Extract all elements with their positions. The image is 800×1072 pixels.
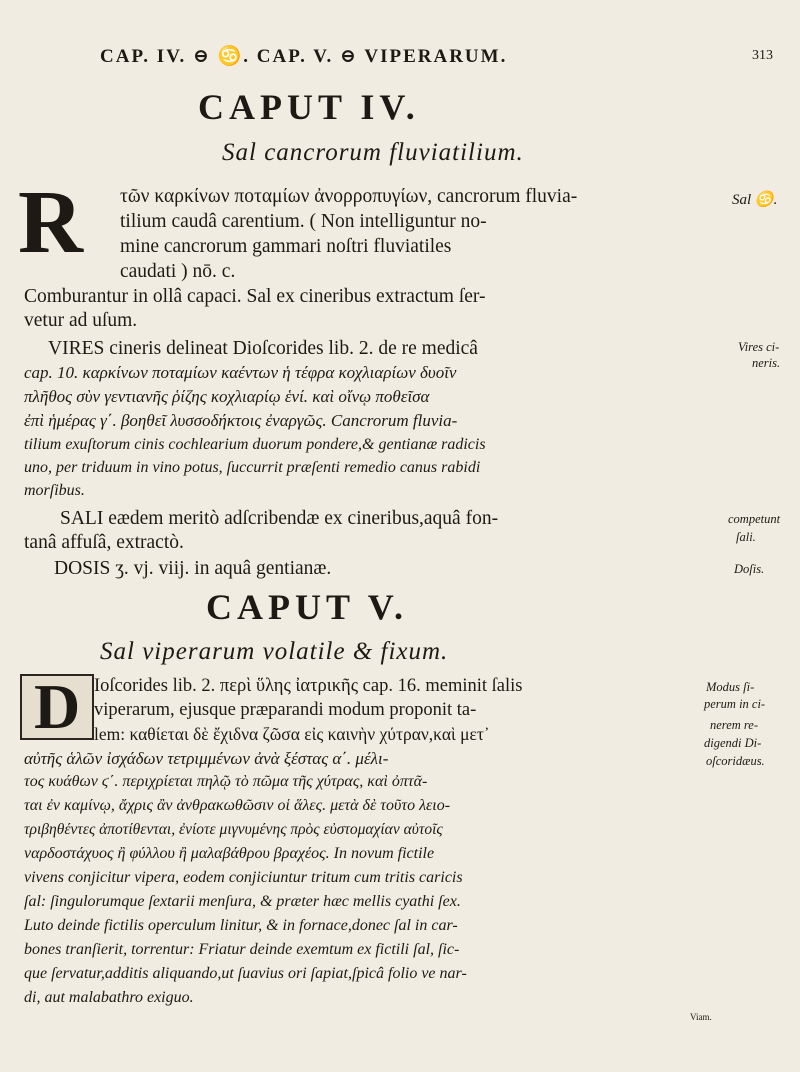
ch4-line-8: cap. 10. καρκίνων ποταμίων καέντων ἡ τέφρα κοχλιαρίων δυοῖν xyxy=(24,363,457,382)
ch4-line-11: tilium exuſtorum cinis cochlearium duorum pondere,& gentianæ radicis xyxy=(24,436,486,453)
chapter-4-subtitle: Sal cancrorum fluviatilium. xyxy=(222,139,524,166)
chapter-5-ornament-box xyxy=(20,671,94,742)
ch4-line-10: ἐπὶ ἡμέρας γ΄. βοηθεῖ λυσσοδήκτοις ἐναργῶς. Cancrorum fluvia- xyxy=(24,411,458,430)
ch5-line-4: αὐτῆς ἁλῶν ἰσχάδων τετριμμένων ἀνὰ ξέστας α΄. μέλι- xyxy=(24,749,389,768)
ch4-line-9: πλῆθος σὺν γεντιανῆς ῥίζης κοχλιαρίῳ ἑνί. καὶ οἴνῳ ποθεῖσα xyxy=(24,387,430,406)
ch4-line-6: vetur ad uſum. xyxy=(24,310,138,331)
margin-note-sal: Sal ♋. xyxy=(732,192,778,208)
ch5-line-1: Ioſcorides lib. 2. περὶ ὕλης ἰατρικῆς cap. 16. meminit ſalis xyxy=(94,676,523,696)
ch5-line-6: ται ἐν καμίνῳ, ἄχρις ἂν ἀνθρακωθῶσιν οἱ ἅλες. μετὰ δὲ τοῦτο λειο- xyxy=(24,797,451,814)
margin-note-neris: neris. xyxy=(752,356,781,370)
margin-note-dosis: Doſis. xyxy=(734,562,765,576)
margin-note-competunt: competunt xyxy=(728,512,781,526)
margin-note-modus: Modus ſi- xyxy=(706,680,755,694)
ch4-line-5: Comburantur in ollâ capaci. Sal ex cineribus extractum ſer- xyxy=(24,286,486,307)
page-number: 313 xyxy=(752,48,773,63)
ch4-line-4: caudati ) nō. c. xyxy=(120,261,236,282)
chapter-5-drop-initial: D xyxy=(34,671,81,742)
chapter-5-heading: CAPUT V. xyxy=(206,587,409,627)
ch5-line-14: di, aut malabathro exiguo. xyxy=(24,989,194,1006)
ch5-line-3: lem: καθίεται δὲ ἔχιδνα ζῶσα εἰς καινὴν χύτραν,καὶ μετ᾽ xyxy=(94,724,490,744)
margin-note-vires: Vires ci- xyxy=(738,340,780,354)
ch5-line-9: vivens conjicitur vipera, eodem conjiciuntur tritum cum tritis caricis xyxy=(24,869,463,886)
ch4-line-7: VIRES cineris delineat Dioſcorides lib. 2. de re medicâ xyxy=(48,338,478,359)
ch5-line-12: bones tranſierit, torrentur: Friatur deinde exemtum ex fictili ſal, ſic- xyxy=(24,941,460,958)
ch4-line-2: tilium caudâ carentium. ( Non intelliguntur no- xyxy=(120,211,487,232)
ch5-line-2: viperarum, ejusque præparandi modum proponit ta- xyxy=(94,700,477,720)
margin-note-digendi: digendi Di- xyxy=(704,736,762,750)
ch5-line-7: τριβηθέντες ἀποτίθενται, ἐνίοτε μιγνυμένης πρὸς εὐστομαχίαν αὐτοῖς xyxy=(24,821,443,838)
ch4-line-14: SALI eædem meritò adſcribendæ ex cineribus,aquâ fon- xyxy=(60,508,499,529)
ch4-line-12: uno, per triduum in vino potus, ſuccurrit præſenti remedio canus rabidi xyxy=(24,459,481,476)
ch5-line-11: Luto deinde fictilis operculum linitur, & in fornace,donec ſal in car- xyxy=(24,917,458,934)
ch4-line-13: morſibus. xyxy=(24,482,85,499)
ch5-line-13: que ſervatur,additis aliquando,ut ſuavius ori ſapiat,ſpicâ folio ve nar- xyxy=(24,965,467,982)
ch5-line-5: τος κυάθων ϛ΄. περιχρίεται πηλῷ τὸ πῶμα τῆς χύτρας, καὶ ὀπτᾶ- xyxy=(24,773,428,790)
ch4-line-1: τῶν καρκίνων ποταμίων ἀνορροπυγίων, cancrorum fluvia- xyxy=(120,186,578,207)
ch5-line-8: ναρδοστάχυος ἢ φύλλου ἢ μαλαβάθρου βραχέος. In novum fictile xyxy=(24,845,435,862)
ch4-line-15: tanâ affuſâ, extractò. xyxy=(24,532,184,553)
margin-note-oscoridaeus: oſcoridæus. xyxy=(706,754,765,768)
ch5-line-10: ſal: ſingulorumque ſextarii menſura, & præter hæc mellis cyathi ſex. xyxy=(24,893,461,910)
margin-note-sali: ſali. xyxy=(736,530,756,544)
chapter-4-heading: CAPUT IV. xyxy=(198,87,420,127)
chapter-5-subtitle: Sal viperarum volatile & fixum. xyxy=(100,638,449,665)
running-header: CAP. IV. ⊖ ♋. CAP. V. ⊖ VIPERARUM. xyxy=(100,46,508,67)
margin-note-perum: perum in ci- xyxy=(704,697,766,711)
catchword: Viam. xyxy=(690,1012,712,1022)
chapter-4-drop-initial: R xyxy=(18,173,83,272)
ch4-line-16: DOSIS ʒ. vj. viij. in aquâ gentianæ. xyxy=(54,558,332,579)
ch4-line-3: mine cancrorum gammari noſtri fluviatiles xyxy=(120,236,452,257)
margin-note-nerem: nerem re- xyxy=(710,718,759,732)
